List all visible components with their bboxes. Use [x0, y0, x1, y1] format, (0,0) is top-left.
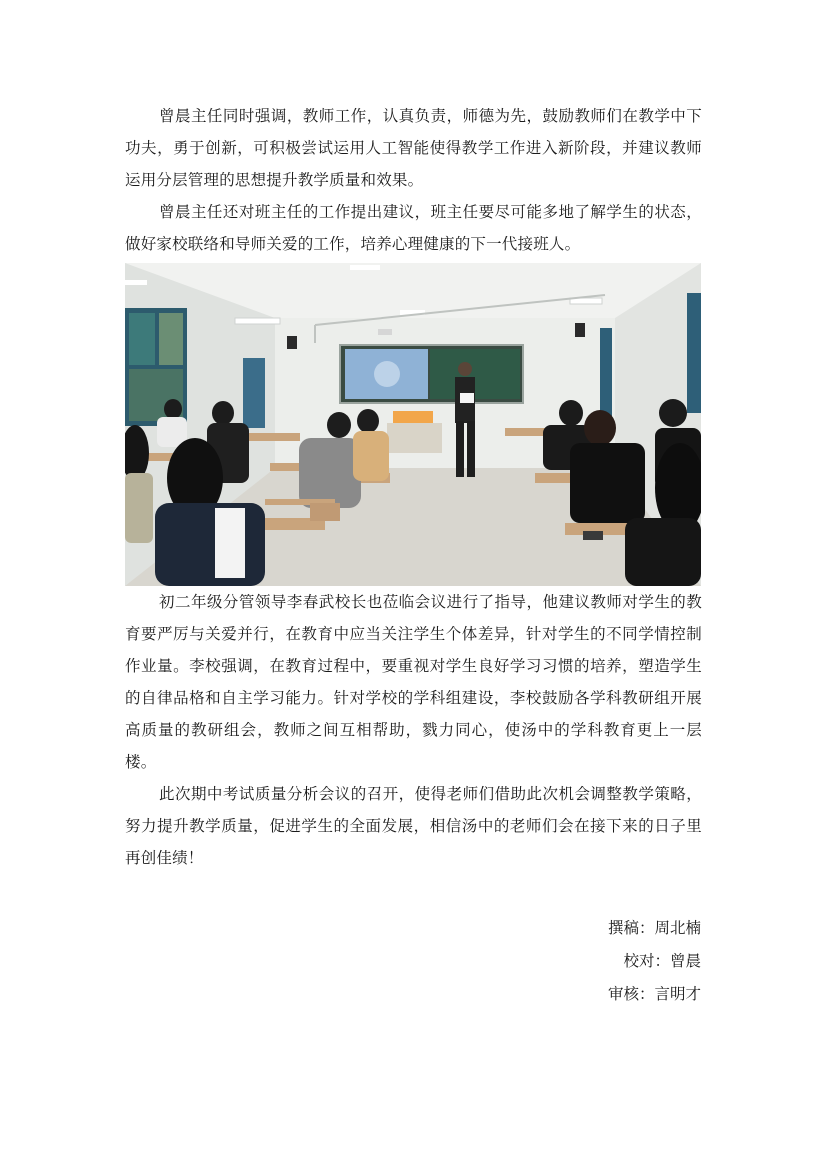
reviewer-credit: 审核：言明才 — [607, 985, 701, 1003]
meeting-photo — [125, 263, 701, 586]
article-body — [125, 100, 702, 874]
paragraph-2: 曾晨主任还对班主任的工作提出建议，班主任要尽可能多地了解学生的状态，做好家校联络和导师关爱的工作，培养心理健康的下一代接班人。 — [125, 203, 702, 253]
paragraph-1: 曾晨主任同时强调，教师工作，认真负责，师德为先，鼓励教师们在教学中下功夫，勇于创新，可积极尝试运用人工智能使得教学工作进入新阶段，并建议教师运用分层管理的思想提升教学质量和效果。 — [125, 107, 702, 189]
signature-block — [608, 912, 701, 1011]
proofreader-credit: 校对：曾晨 — [623, 952, 701, 970]
paragraph-4: 此次期中考试质量分析会议的召开，使得老师们借助此次机会调整教学策略，努力提升教学质量，促进学生的全面发展，相信汤中的老师们会在接下来的日子里再创佳绩！ — [125, 785, 702, 867]
paragraph-3: 初二年级分管领导李春武校长也莅临会议进行了指导，他建议教师对学生的教育要严厉与关爱并行，在教育中应当关注学生个体差异，针对学生的不同学情控制作业量。李校强调，在教育过程中，要重视对学生良好学习习惯的培养，塑造学生的自律品格和自主学习能力。针对学校的学科组建设，李校鼓励各学科教研组开展高质量的教研组会，教师之间互相帮助，戮力同心，使汤中的学科教育更上一层楼。 — [125, 593, 702, 771]
writer-credit: 撰稿：周北楠 — [607, 919, 701, 937]
